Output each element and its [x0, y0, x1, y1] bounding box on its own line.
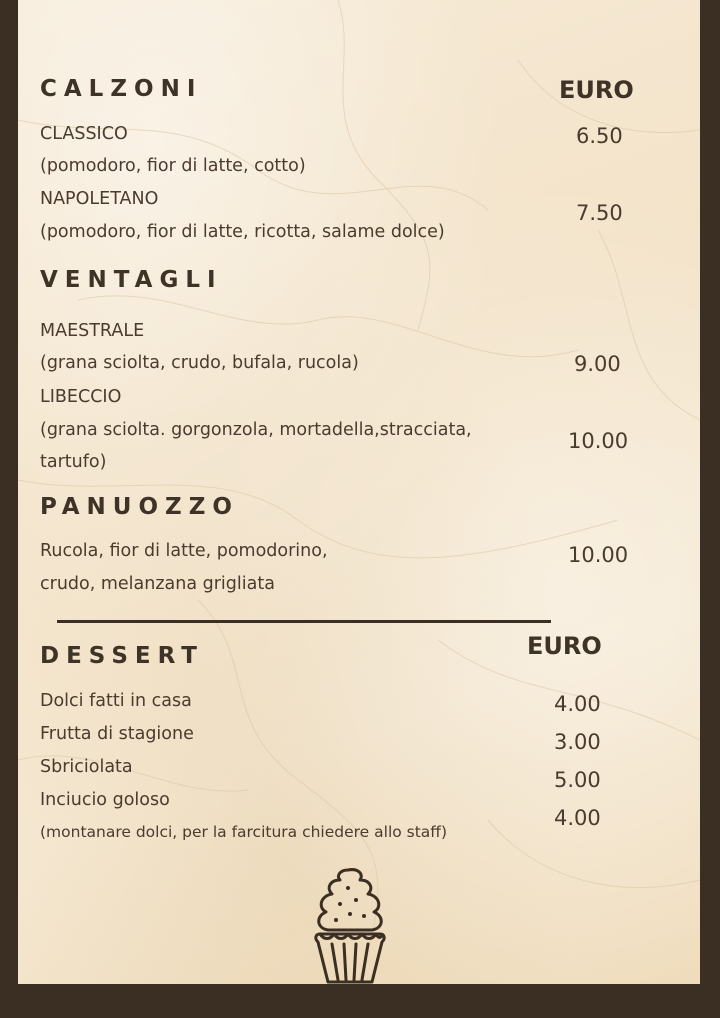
section-heading-ventagli: VENTAGLI: [40, 267, 223, 293]
item-price: 7.50: [576, 201, 623, 225]
item-description: Rucola, fior di latte, pomodorino,: [40, 541, 328, 561]
item-price: 3.00: [554, 730, 601, 754]
item-name: Frutta di stagione: [40, 724, 194, 744]
marble-paper-background: [18, 0, 700, 984]
item-price: 5.00: [554, 768, 601, 792]
item-description: tartufo): [40, 452, 107, 472]
item-price: 10.00: [568, 543, 629, 567]
item-note: (montanare dolci, per la farcitura chiedere allo staff): [40, 823, 448, 841]
item-name: Sbriciolata: [40, 757, 133, 777]
item-description: (pomodoro, fior di latte, ricotta, salame dolce): [40, 222, 445, 242]
item-price: 10.00: [568, 429, 629, 453]
section-heading-panuozzo: PANUOZZO: [40, 494, 239, 520]
item-price: 4.00: [554, 692, 601, 716]
item-price: 6.50: [576, 124, 623, 148]
item-description: crudo, melanzana grigliata: [40, 574, 275, 594]
item-name: MAESTRALE: [40, 321, 145, 341]
item-name: Dolci fatti in casa: [40, 691, 192, 711]
euro-header: EURO: [527, 632, 602, 660]
item-description: (grana sciolta. gorgonzola, mortadella,stracciata,: [40, 420, 472, 440]
item-name: LIBECCIO: [40, 387, 122, 407]
euro-header: EURO: [559, 76, 634, 104]
item-price: 4.00: [554, 806, 601, 830]
item-name: CLASSICO: [40, 124, 128, 144]
cupcake-icon: [310, 866, 390, 984]
section-divider: [57, 620, 551, 623]
item-price: 9.00: [574, 352, 621, 376]
section-heading-dessert: DESSERT: [40, 643, 204, 669]
item-description: (pomodoro, fior di latte, cotto): [40, 156, 306, 176]
item-name: Inciucio goloso: [40, 790, 170, 810]
item-name: NAPOLETANO: [40, 189, 159, 209]
section-heading-calzoni: CALZONI: [40, 76, 203, 102]
item-description: (grana sciolta, crudo, bufala, rucola): [40, 353, 359, 373]
